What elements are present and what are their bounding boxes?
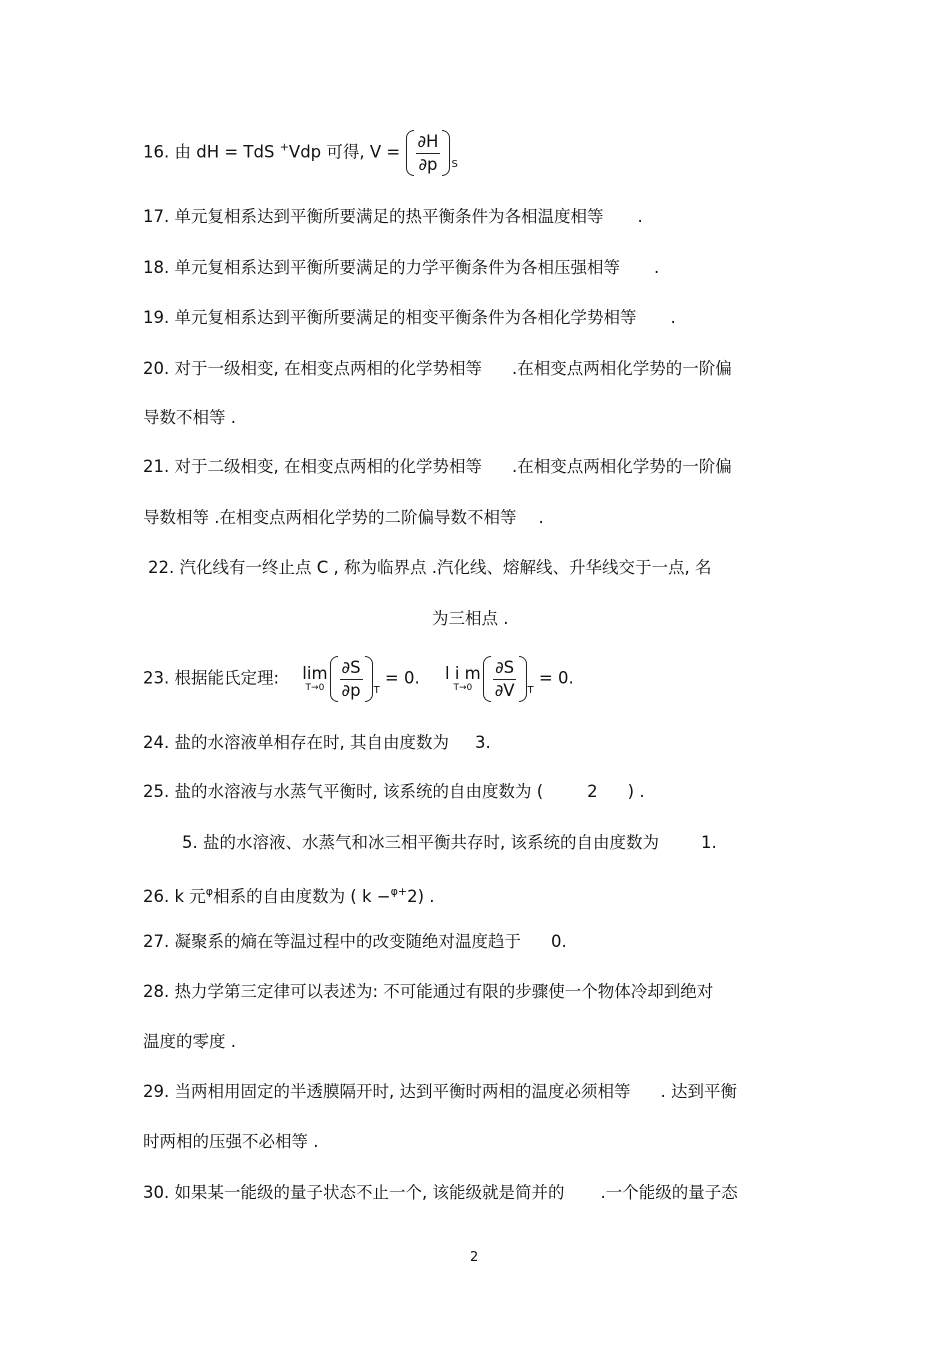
item-5: 5. 盐的水溶液、水蒸气和冰三相平衡共存时, 该系统的自由度数为 1.: [182, 833, 717, 852]
item-21: 21. 对于二级相变, 在相变点两相的化学势相等 .在相变点两相化学势的一阶偏: [143, 457, 732, 476]
item-22: 22. 汽化线有一终止点 C , 称为临界点 .汽化线、熔解线、升华线交于一点, 名: [148, 558, 712, 577]
item-23: 23. 根据能氏定理: lim T→0 $\frac{\partial S}{\partial p}$ T = 0. l i m T→0 $\frac{\partial S}{\partial V}$ T = 0.: [143, 656, 574, 702]
item-22-cont: 为三相点 .: [432, 609, 509, 628]
item-20-cont: 导数不相等 .: [143, 408, 236, 427]
item-29: 29. 当两相用固定的半透膜隔开时, 达到平衡时两相的温度必须相等 . 达到平衡: [143, 1082, 737, 1101]
item-24: 24. 盐的水溶液单相存在时, 其自由度数为 3.: [143, 733, 491, 752]
item-27: 27. 凝聚系的熵在等温过程中的改变随绝对温度趋于 0.: [143, 932, 567, 951]
item-21-cont: 导数相等 .在相变点两相化学势的二阶偏导数不相等 .: [143, 508, 544, 527]
item-17: 17. 单元复相系达到平衡所要满足的热平衡条件为各相温度相等 .: [143, 207, 643, 226]
item-28: 28. 热力学第三定律可以表述为: 不可能通过有限的步骤使一个物体冷却到绝对: [143, 982, 714, 1001]
item-19: 19. 单元复相系达到平衡所要满足的相变平衡条件为各相化学势相等 .: [143, 308, 676, 327]
item-28-cont: 温度的零度 .: [143, 1032, 236, 1051]
limit-ds-dp: lim T→0 $\frac{\partial S}{\partial p}$ T: [302, 656, 379, 702]
item-16: 16. 由 dH = TdS +Vdp 可得, V = $\frac{\partial H}{\partial p}$ S: [143, 130, 458, 176]
item-20: 20. 对于一级相变, 在相变点两相的化学势相等 .在相变点两相化学势的一阶偏: [143, 359, 732, 378]
item-30: 30. 如果某一能级的量子状态不止一个, 该能级就是简并的 .一个能级的量子态: [143, 1183, 738, 1202]
limit-ds-dv: l i m T→0 $\frac{\partial S}{\partial V}$ T: [445, 656, 534, 702]
item-26: 26. k 元$^\varphi$相系的自由度数为 ( k −$^{\varphi+}$2) .: [143, 885, 435, 906]
partial-derivative-h-p: $\frac{\partial H}{\partial p}$ S: [406, 130, 458, 176]
page-number: 2: [470, 1250, 479, 1265]
item-18: 18. 单元复相系达到平衡所要满足的力学平衡条件为各相压强相等 .: [143, 258, 660, 277]
item-29-cont: 时两相的压强不必相等 .: [143, 1132, 319, 1151]
item-25: 25. 盐的水溶液与水蒸气平衡时, 该系统的自由度数为 ( 2 ) .: [143, 782, 645, 801]
